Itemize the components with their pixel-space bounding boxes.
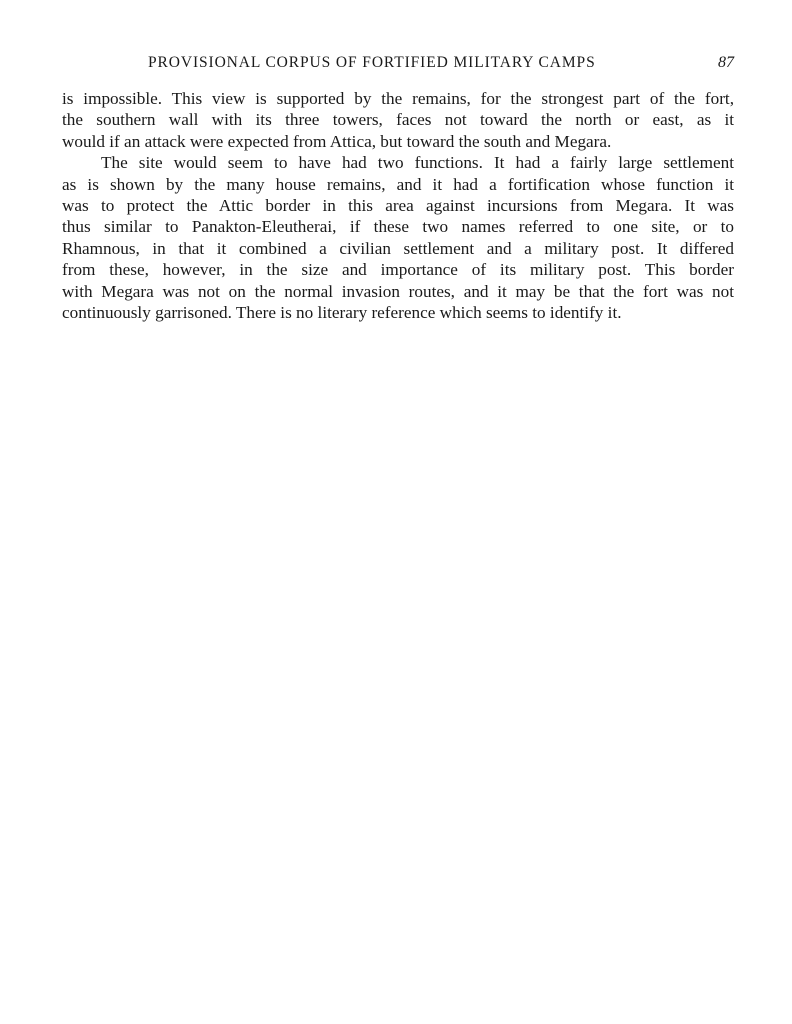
text-line: is impossible. This view is supported by the remains, for the strongest part of the fort, [62,89,734,108]
text-line: Rhamnous, in that it combined a civilian settlement and a military post. It differed [62,238,734,258]
text-line: as is shown by the many house remains, and it had a fortification whose function it [62,174,734,194]
running-head [62,54,734,76]
text-line: with Megara was not on the normal invasion routes, and it may be that the fort was not [62,281,734,301]
running-title: PROVISIONAL CORPUS OF FORTIFIED MILITARY CAMPS [148,54,596,71]
page-number: 87 [718,54,734,71]
text-line: the southern wall with its three towers, faces not toward the north or east, as it [62,110,734,130]
text-line: continuously garrisoned. There is no literary reference which seems to identify it. [62,302,622,322]
text-line: The site would seem to have had two functions. It had a fairly large settlement [101,153,734,173]
body-text [62,88,734,323]
text-line: would if an attack were expected from Attica, but toward the south and Megara. [62,131,612,151]
paragraph-2 [62,152,734,323]
paragraph-1 [62,88,734,152]
text-line: thus similar to Panakton-Eleutherai, if these two names referred to one site, or to [62,217,734,237]
text-line: was to protect the Attic border in this area against incursions from Megara. It was [62,195,734,215]
text-line: from these, however, in the size and importance of its military post. This border [62,260,734,280]
